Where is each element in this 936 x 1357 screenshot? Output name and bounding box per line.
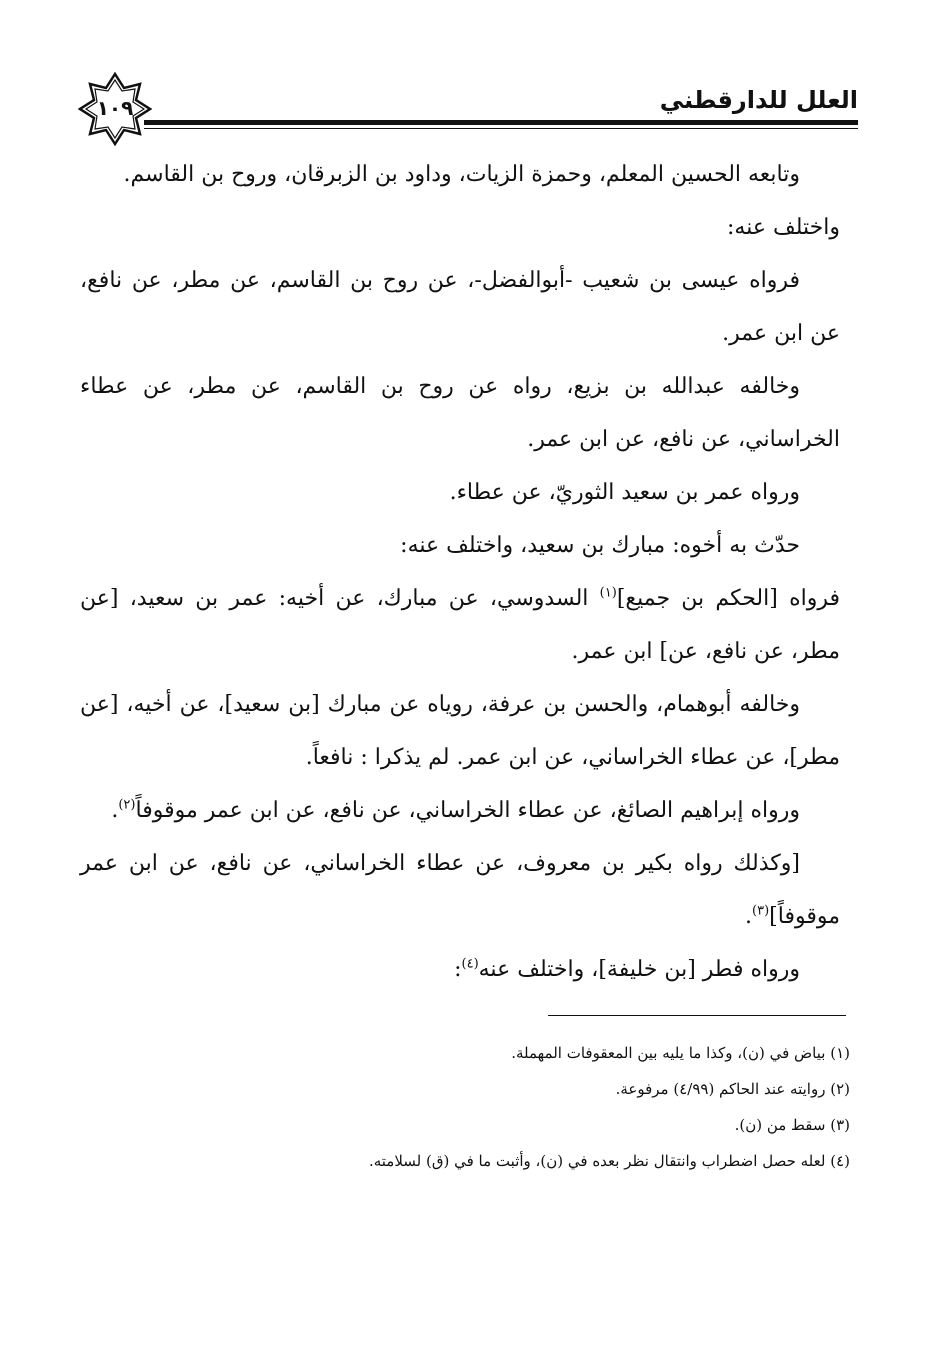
- paragraph: وخالفه عبدالله بن بزيع، رواه عن روح بن القاسم، عن مطر، عن عطاء الخراساني، عن نافع، عن ابن عمر.: [80, 374, 840, 452]
- paragraph: [80, 943, 840, 996]
- page-number-badge: [78, 72, 152, 146]
- paragraph: واختلف عنه:: [727, 215, 840, 240]
- text-run: [وكذلك رواه بكير بن معروف، عن عطاء الخراساني، عن نافع، عن ابن عمر موقوفاً]: [80, 851, 840, 929]
- text-run: فرواه [الحكم بن جميع]: [616, 586, 840, 611]
- page-number: ١٠٩: [96, 96, 134, 120]
- page-header: [78, 72, 858, 142]
- paragraph: ورواه عمر بن سعيد الثوريّ، عن عطاء.: [449, 480, 800, 505]
- header-rule-thin: [144, 128, 858, 129]
- paragraph: فرواه عيسى بن شعيب -أبوالفضل-، عن روح بن القاسم، عن مطر، عن نافع، عن ابن عمر.: [80, 268, 840, 346]
- footnote: (٢) روايته عند الحاكم (٤/٩٩) مرفوعة.: [615, 1080, 850, 1098]
- book-title: العلل للدارقطني: [659, 86, 858, 114]
- footnote-ref: (٤): [461, 956, 479, 972]
- footnotes: [150, 1035, 850, 1179]
- paragraph: حدّث به أخوه: مبارك بن سعيد، واختلف عنه:: [400, 533, 800, 558]
- footnote-ref: (٣): [752, 903, 770, 919]
- text-run: :: [454, 957, 462, 982]
- footnote: (٤) لعله حصل اضطراب وانتقال نظر بعده في (ن)، وأثبت ما في (ق) لسلامته.: [368, 1152, 850, 1170]
- footnote-ref: (٢): [118, 797, 136, 813]
- main-text: [80, 148, 840, 996]
- paragraph: [80, 837, 840, 943]
- footnote: (٣) سقط من (ن).: [734, 1116, 850, 1134]
- footnote: (١) بياض في (ن)، وكذا ما يليه بين المعقوفات المهملة.: [511, 1044, 850, 1062]
- text-run: .: [745, 904, 753, 929]
- text-run: .: [111, 798, 119, 823]
- text-run: ورواه إبراهيم الصائغ، عن عطاء الخراساني، عن نافع، عن ابن عمر موقوفاً: [135, 798, 800, 823]
- header-rule-thick: [144, 120, 858, 125]
- footnote-separator: [548, 1015, 846, 1016]
- paragraph: [80, 572, 840, 678]
- footnote-ref: (١): [599, 585, 617, 601]
- paragraph: [80, 784, 840, 837]
- text-run: السدوسي، عن مبارك، عن أخيه: عمر بن سعيد، [عن مطر، عن نافع، عن] ابن عمر.: [80, 586, 840, 664]
- text-run: ورواه فطر [بن خليفة]، واختلف عنه: [478, 957, 800, 982]
- paragraph: وخالفه أبوهمام، والحسن بن عرفة، روياه عن مبارك [بن سعيد]، عن أخيه، [عن مطر]، عن عطاء الخراساني، عن ابن عمر. لم يذكرا : نافعاً.: [80, 692, 840, 770]
- paragraph: وتابعه الحسين المعلم، وحمزة الزيات، وداود بن الزبرقان، وروح بن القاسم.: [123, 162, 800, 187]
